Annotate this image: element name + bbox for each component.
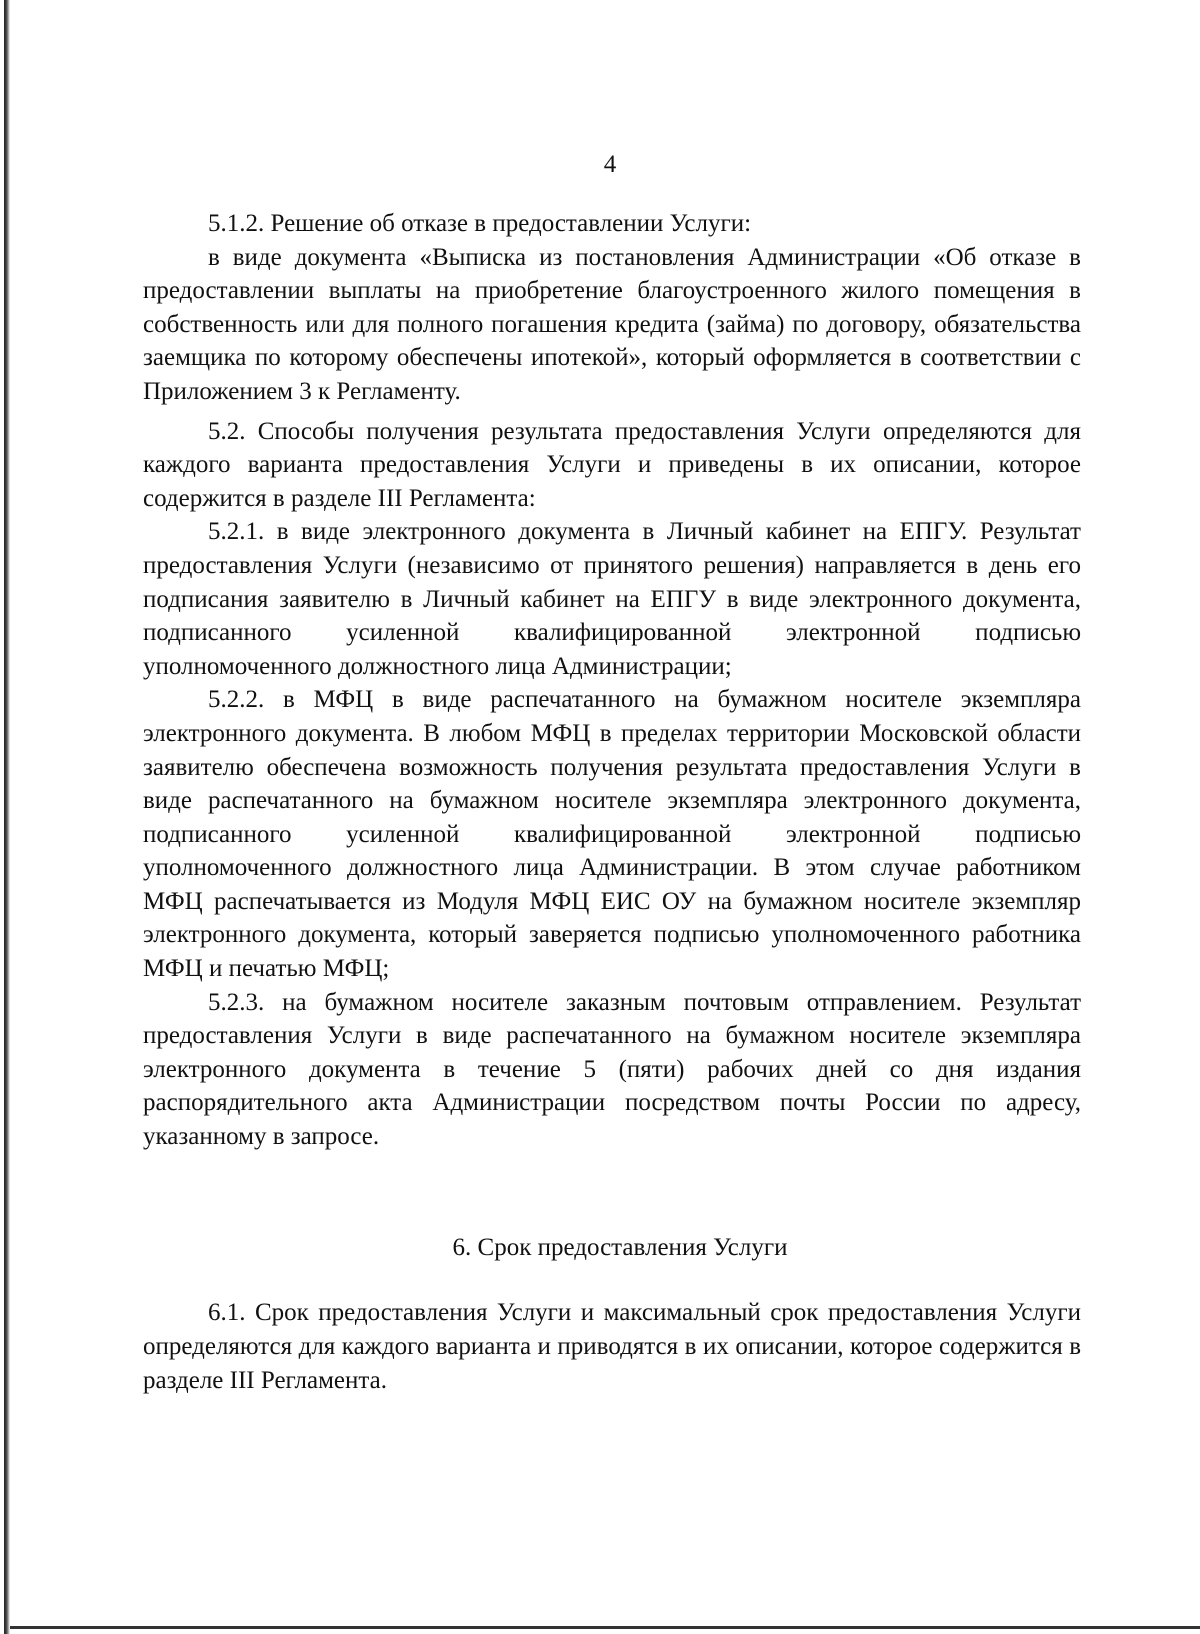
scan-bottom-edge [10,1626,1200,1629]
page-number: 4 [603,151,617,178]
paragraph-5-2-2: 5.2.2. в МФЦ в виде распечатанного на бумажном носителе экземпляра электронного документа. В любом МФЦ в пределах территории Московской области заявителю обеспечена возможность получения результата предоставления Услуги в виде распечатанного на бумажном носителе экземпляра электронного документа, подписанного усиленной квалифицированной электронной подписью уполномоченного должностного лица Администрации. В этом случае работником МФЦ распечатывается из Модуля МФЦ ЕИС ОУ на бумажном носителе экземпляр электронного документа, который заверяется подписью уполномоченного работника МФЦ и печатью МФЦ; [143,686,1081,983]
paragraph-5-1-2-detail: в виде документа «Выписка из постановления Администрации «Об отказе в предоставлении выплаты на приобретение благоустроенного жилого помещения в собственность или для полного погашения кредита (займа) по договору, обязательства заемщика по которому обеспечены ипотекой», который оформляется в соответствии с Приложением 3 к Регламенту. [143,243,1081,405]
section-6-body [143,1296,1081,1398]
paragraph-5-1-2: 5.1.2. Решение об отказе в предоставлении Услуги: [208,210,752,237]
paragraph-6-1: 6.1. Срок предоставления Услуги и максимальный срок предоставления Услуги определяются для каждого варианта и приводятся в их описании, которое содержится в разделе III Регламента. [143,1299,1081,1394]
paragraph-5-2-1: 5.2.1. в виде электронного документа в Личный кабинет на ЕПГУ. Результат предоставления Услуги (независимо от принятого решения) направляется в день его подписания заявителю в Личный кабинет на ЕПГУ в виде электронного документа, подписанного усиленной квалифицированной электронной подписью уполномоченного должностного лица Администрации; [143,518,1081,680]
scan-left-edge [4,0,10,1634]
paragraph-5-2: 5.2. Способы получения результата предоставления Услуги определяются для каждого варианта предоставления Услуги и приведены в их описании, которое содержится в разделе III Регламента: [143,417,1081,512]
section-6-heading: 6. Срок предоставления Услуги [452,1234,788,1261]
body-text [143,207,1081,1154]
paragraph-5-2-3: 5.2.3. на бумажном носителе заказным почтовым отправлением. Результат предоставления Услуги в виде распечатанного на бумажном носителе экземпляра электронного документа в течение 5 (пяти) рабочих дней со дня издания распорядительного акта Администрации посредством почты России по адресу, указанному в запросе. [143,988,1081,1151]
